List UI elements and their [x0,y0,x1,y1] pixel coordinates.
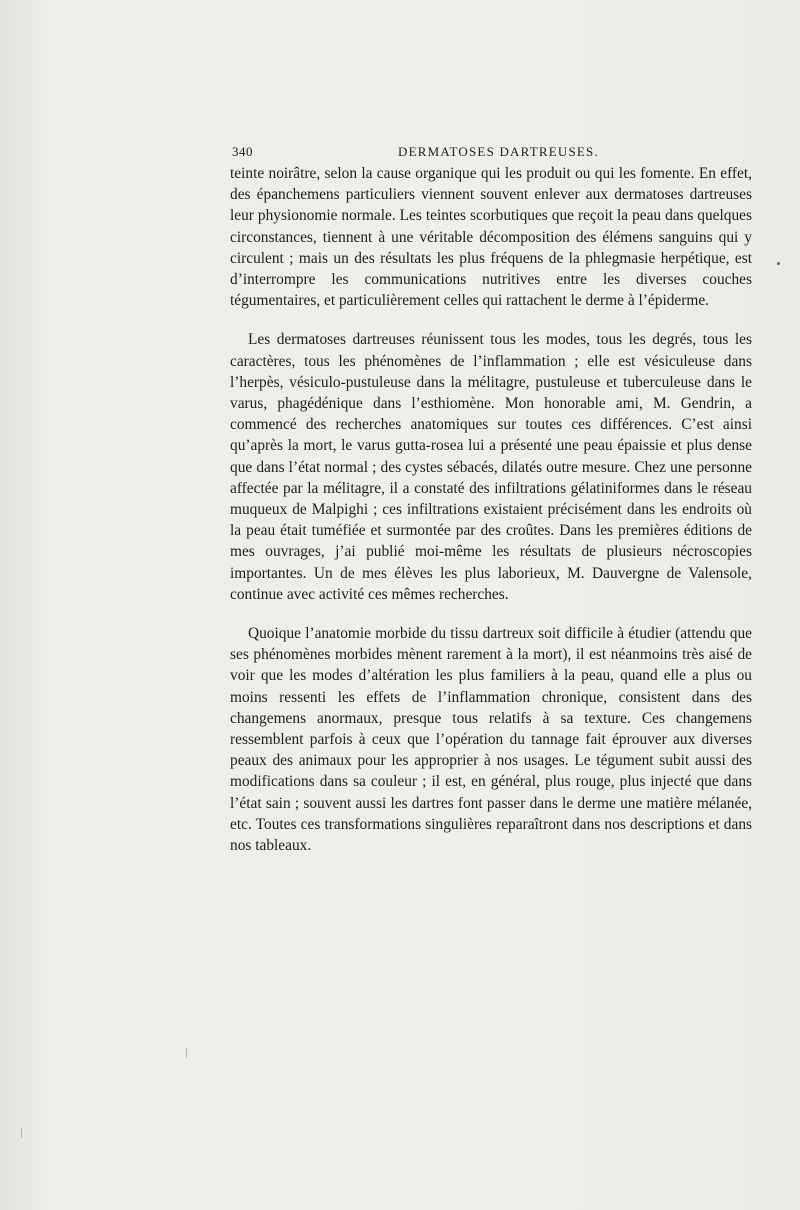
paragraph-3: Quoique l’anatomie morbide du tissu dartreux soit difficile à étudier (attendu que ses phénomènes morbides mènent rarement à la mort), il est néanmoins très aisé de voir que les modes d’altération les plus familiers à la peau, quand elle a plus ou moins ressenti les effets de l’inflammation chronique, consistent dans des changemens anormaux, presque tous relatifs à sa texture. Ces changemens ressemblent parfois à ceux que l’opération du tannage fait éprouver aux diverses peaux des animaux pour les approprier à nos usages. Le tégument subit aussi des modifications dans sa couleur ; il est, en général, plus rouge, plus injecté que dans l’état sain ; souvent aussi les dartres font passer dans le derme une matière mélanée, etc. Toutes ces transformations singulières reparaîtront dans nos descriptions et dans nos tableaux. [230,625,752,855]
page-number: 340 [232,144,253,159]
scan-speck [777,262,780,265]
scan-mark [21,1128,22,1138]
paragraph-1: teinte noirâtre, selon la cause organique qui les produit ou qui les fomente. En effet, des épanchemens particuliers viennent souvent enlever aux dermatoses dartreuses leur physionomie normale. Les teintes scorbutiques que reçoit la peau dans quelques circonstances, tiennent à une véritable décomposition des élémens sanguins qui y circulent ; mais un des résultats les plus fréquens de la phlegmasie herpétique, est d’interrompre les communications nutritives entre les diverses couches tégumentaires, et particulièrement celles qui rattachent le derme à l’épiderme. [230,165,752,310]
paragraph-2: Les dermatoses dartreuses réunissent tous les modes, tous les degrés, tous les caractères, tous les phénomènes de l’inflammation ; elle est vésiculeuse dans l’herpès, vésiculo-pustuleuse dans la mélitagre, pustuleuse et tuberculeuse dans le varus, phagédénique dans l’esthiomène. Mon honorable ami, M. Gendrin, a commencé des recherches anatomiques sur toutes ces différences. C’est ainsi qu’après la mort, le varus gutta-rosea lui a présenté une peau épaissie et plus dense que dans l’état normal ; des cystes sébacés, dilatés outre mesure. Chez une personne affectée par la mélitagre, il a constaté des infiltrations gélatiniformes dans le réseau muqueux de Malpighi ; ces infiltrations existaient précisément dans les endroits où la peau était tuméfiée et surmontée par des croûtes. Dans les premières éditions de mes ouvrages, j’ai publié moi-même les résultats de plusieurs nécroscopies importantes. Un de mes élèves les plus laborieux, M. Dauvergne de Valensole, continue avec activité ces mêmes recherches. [230,331,752,603]
running-head: DERMATOSES DARTREUSES. [398,144,599,159]
scan-mark [186,1048,187,1058]
body-text [230,163,752,856]
page-header [230,144,752,164]
